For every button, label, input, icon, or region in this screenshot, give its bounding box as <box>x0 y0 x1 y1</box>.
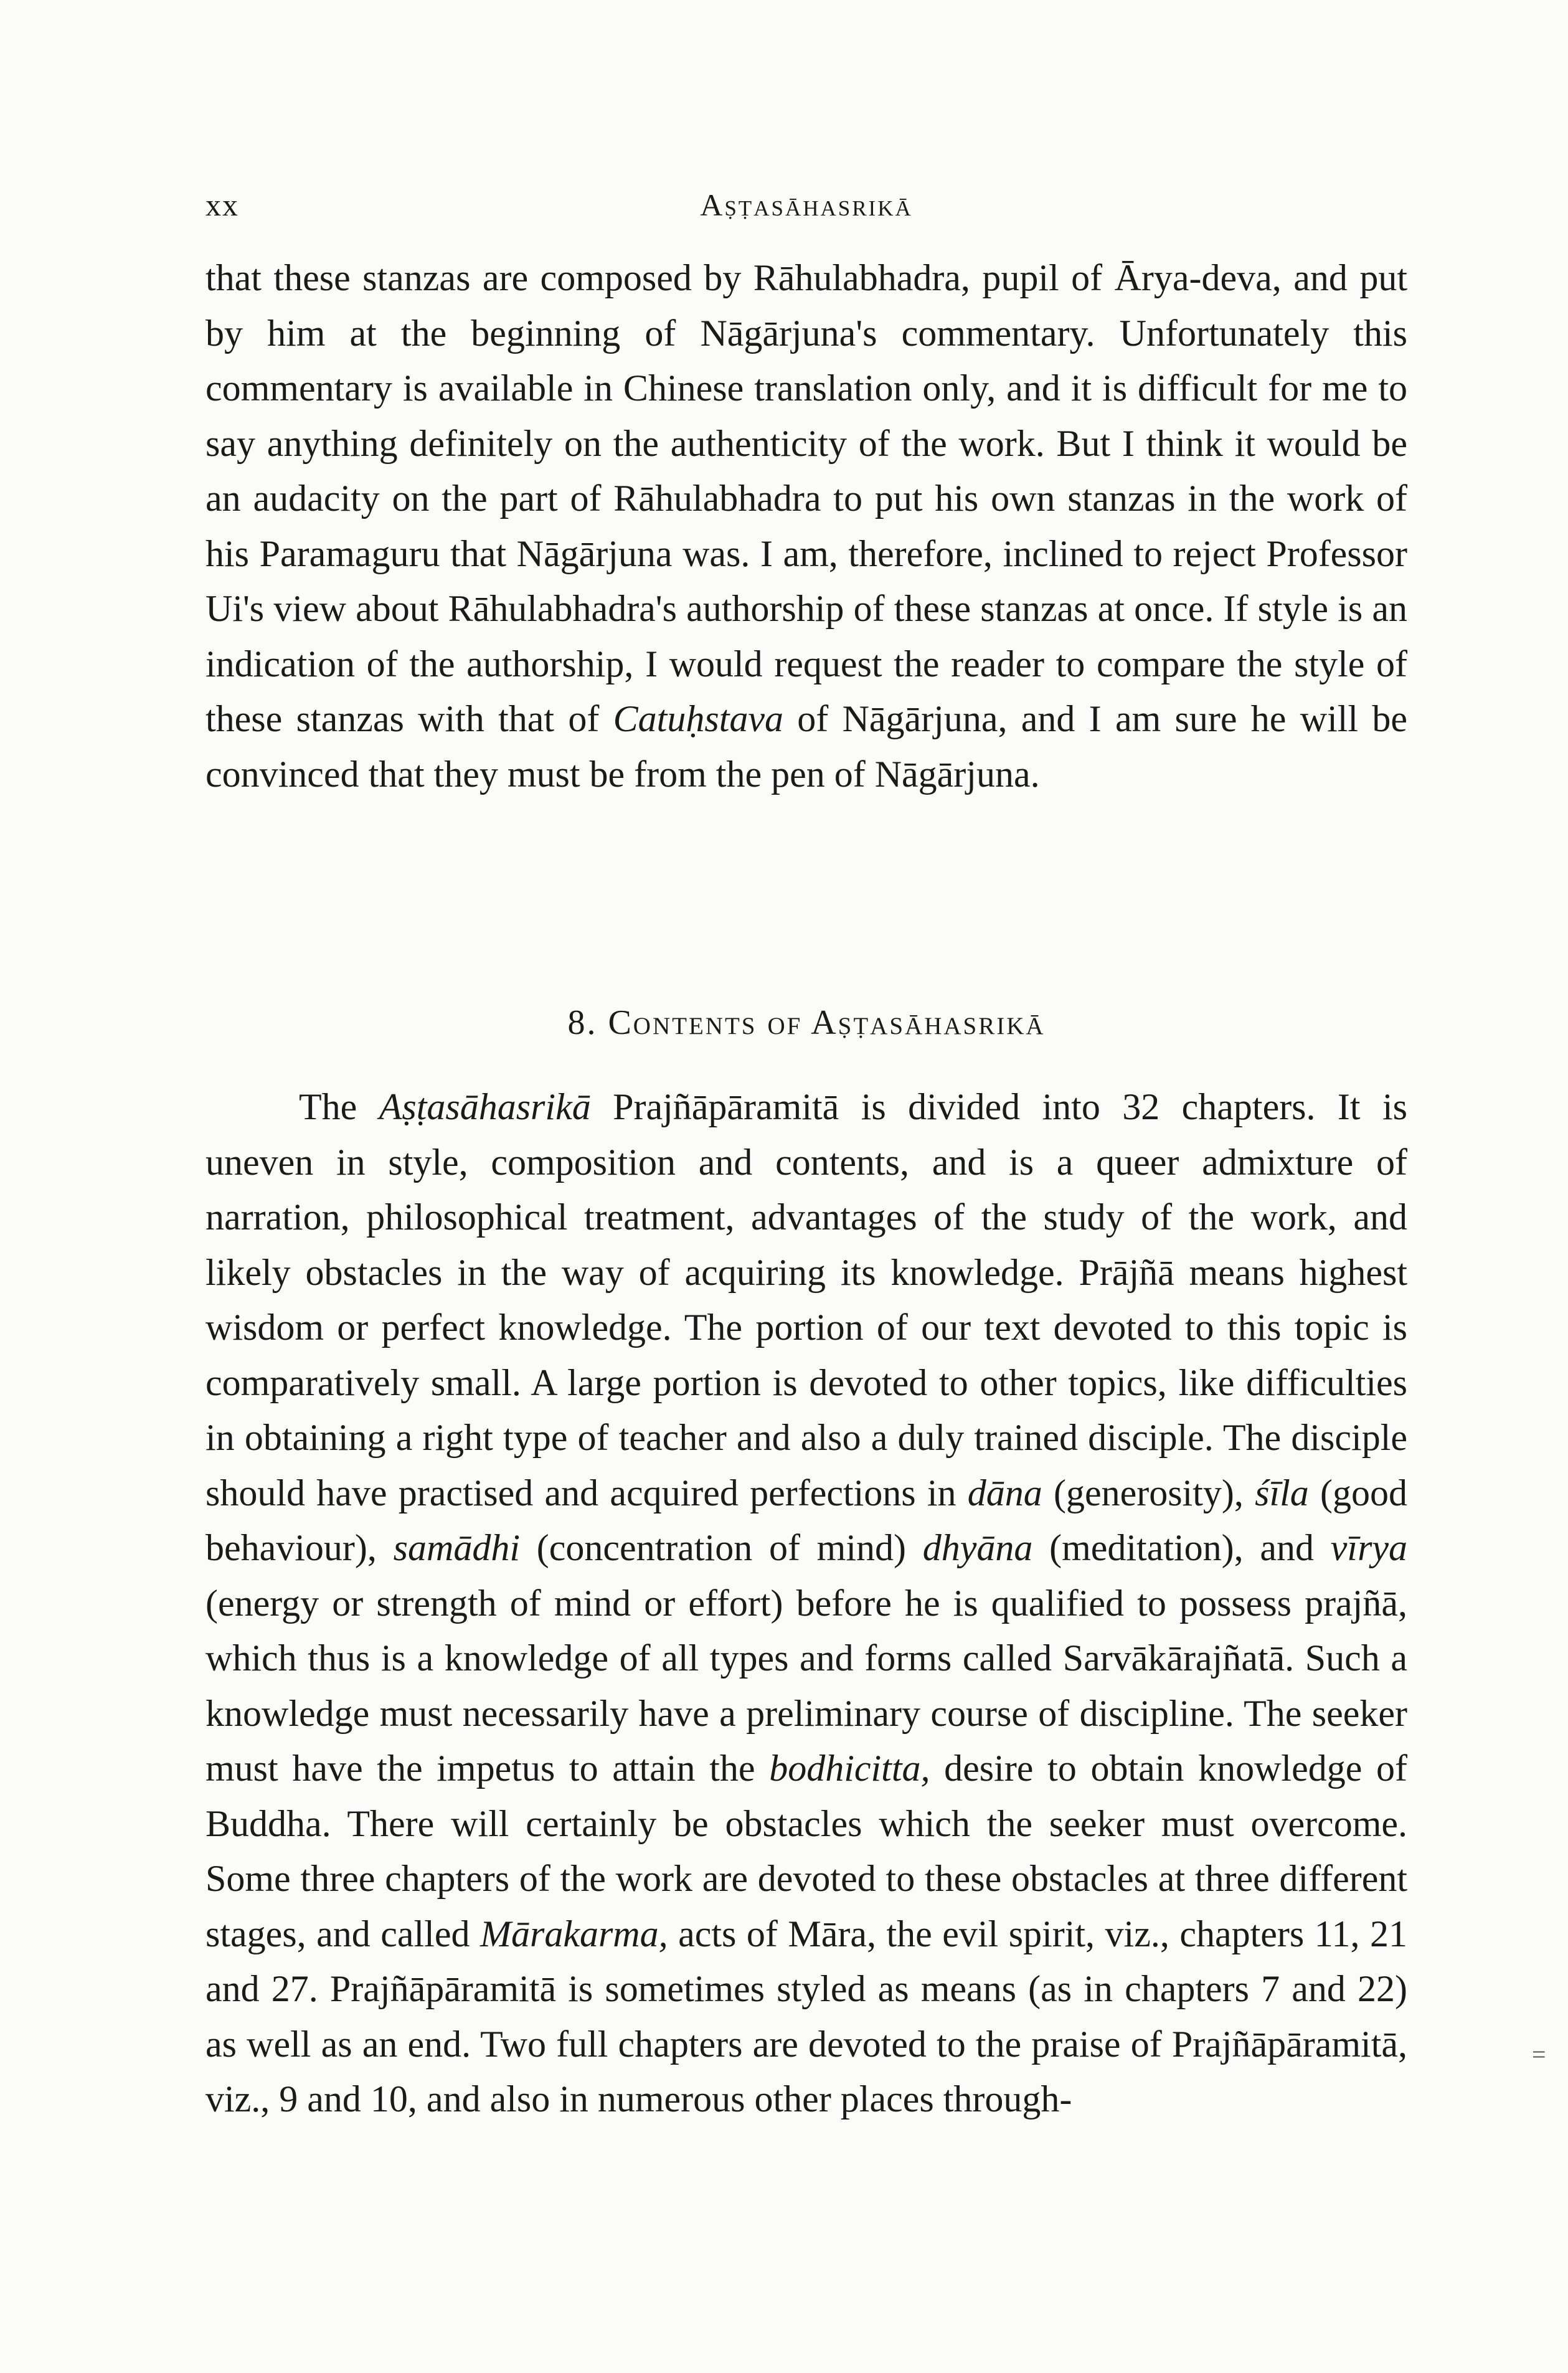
p2-s9: acts of Māra, the evil spirit, viz., chapters 11, 21 and 27. Prajñāpāramitā is sometimes styled as means (as in chapters 7 and 22) as well as an end. Two full chapters are devoted to the praise of Prajñāpāramitā, viz., 9 and 10, and also in numerous other places through- <box>205 1913 1408 2120</box>
p2-i5: dhyāna <box>922 1527 1033 1568</box>
section-heading: 8. Contents of Aṣṭasāhasrikā <box>567 1003 1046 1042</box>
margin-mark: = <box>1532 2040 1546 2068</box>
p2-s3: (generosity), <box>1053 1472 1244 1513</box>
paragraph1-italic-title: Catuḥstava <box>613 698 783 739</box>
p2-s1: The <box>299 1086 357 1127</box>
p2-i6: vīrya <box>1330 1527 1408 1568</box>
p2-i8: Mārakarma, <box>479 1913 668 1954</box>
running-title: Aṣṭasāhasrikā <box>700 187 913 222</box>
paragraph1-text: that these stanzas are composed by Rāhulabhadra, pupil of Ārya-deva, and put by him at the beginning of Nāgārjuna's commentary. Unfortunately this commentary is available in Chinese translation only, and it is difficult for me to say anything definitely on the authenticity of the work. But I think it would be an audacity on the part of Rāhulabhadra to put his own stanzas in the work of his Paramaguru that Nāgārjuna was. I am, therefore, inclined to reject Professor Ui's view about Rāhulabhadra's authorship of these stanzas at once. If style is an indication of the authorship, I would request the reader to compare the style of these stanzas with that of <box>205 257 1407 739</box>
p2-i2: dāna <box>967 1472 1042 1513</box>
paragraph1-end: of Nāgārjuna, and I am sure he will be convinced that they must be from the pen of Nāgārjuna. <box>205 698 1407 795</box>
p2-i4: samādhi <box>393 1527 520 1568</box>
page-header <box>205 187 1407 237</box>
p2-s6: (meditation), and <box>1049 1527 1315 1568</box>
p2-s2: Prajñāpāramitā is divided into 32 chapters. It is uneven in style, composition and contents, and is a queer admixture of narration, philosophical treatment, advantages of the study of the work, and likely obstacles in the way of acquiring its knowledge. Prājñā means highest wisdom or perfect knowledge. The portion of our text devoted to this topic is comparatively small. A large portion is devoted to other topics, like difficulties in obtaining a right type of teacher and also a duly trained disciple. The disciple should have practised and acquired perfections in <box>205 1086 1408 1513</box>
p2-s7: (energy or strength of mind or effort) before he is qualified to possess prajñā, which thus is a knowledge of all types and forms called Sarvākārajñatā. Such a knowledge must necessarily have a preliminary course of discipline. The seeker must have the impetus to attain the <box>205 1582 1407 1789</box>
p2-s5: (concentration of mind) <box>536 1527 906 1568</box>
p2-i3: śīla <box>1255 1472 1309 1513</box>
paragraph-contents <box>205 1079 1407 2127</box>
p2-s8: desire to obtain knowledge of Buddha. There will certainly be obstacles which the seeker must overcome. Some three chapters of the work are devoted to these obstacles at three different stages, and called <box>205 1748 1407 1954</box>
paragraph-continued <box>205 250 1407 802</box>
p2-i7: bodhicitta, <box>769 1748 930 1789</box>
p2-i1: Aṣṭasāhasrikā <box>379 1086 591 1127</box>
p2-s4: (good behaviour), <box>205 1472 1408 1568</box>
page-number: xx <box>205 187 239 222</box>
